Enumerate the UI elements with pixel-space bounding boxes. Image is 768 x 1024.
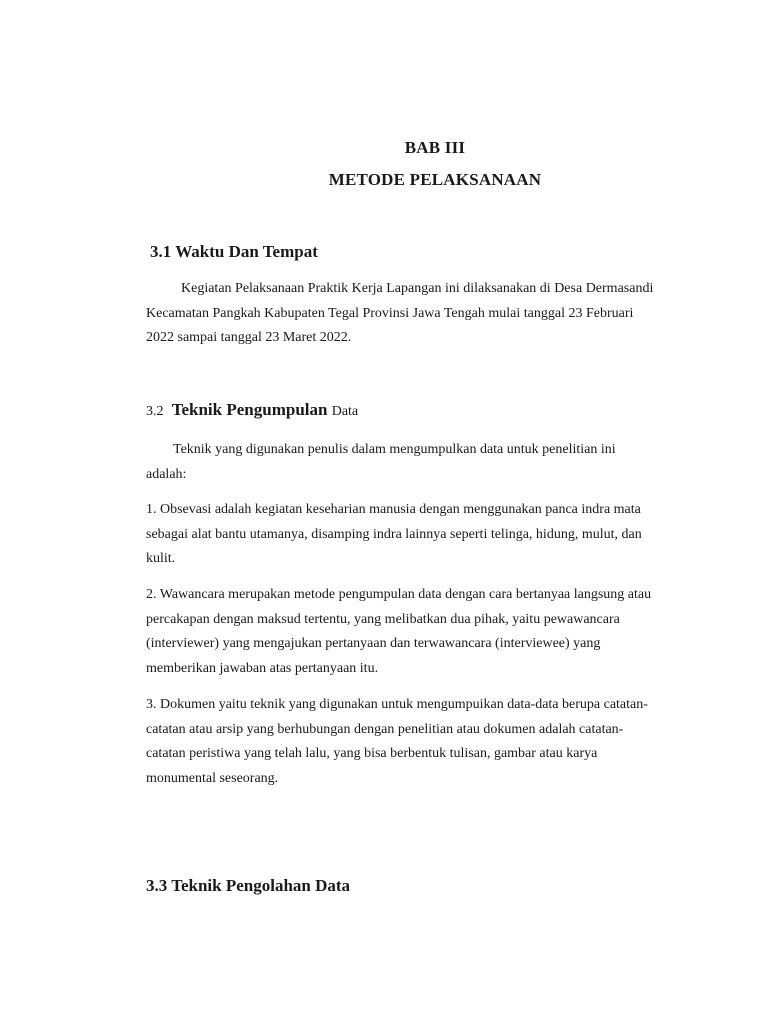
section-3-2-heading xyxy=(146,400,358,420)
section-3-2-title: Teknik Pengumpulan xyxy=(171,400,328,419)
section-3-1-heading: 3.1 Waktu Dan Tempat xyxy=(150,242,318,261)
section-3-2-suffix: Data xyxy=(331,404,359,419)
section-3-3-heading: 3.3 Teknik Pengolahan Data xyxy=(146,876,351,895)
section-3-1-paragraph: Kegiatan Pelaksanaan Praktik Kerja Lapangan ini dilaksanakan di Desa Dermasandi Kecamatan Pangkah Kabupaten Tegal Provinsi Jawa Tengah mulai tanggal 23 Februari 2022 sampai tanggal 23 Maret 2022. xyxy=(146,281,654,345)
list-item-observasi: 1. Obsevasi adalah kegiatan keseharian manusia dengan menggunakan panca indra mata sebagai alat bantu utamanya, disamping indra lainnya seperti telinga, hidung, mulut, dan kulit. xyxy=(146,502,642,566)
chapter-number: BAB III xyxy=(404,138,466,157)
list-item-wawancara: 2. Wawancara merupakan metode pengumpulan data dengan cara bertanyaa langsung atau percakapan dengan maksud tertentu, yang melibatkan dua pihak, yaitu pewawancara (interviewer) yang mengajukan pertanyaan dan terwawancara (interviewee) yang memberikan jawaban atas pertanyaan itu. xyxy=(146,587,652,676)
section-3-2-number: 3.2 xyxy=(146,404,164,419)
chapter-title: METODE PELAKSANAAN xyxy=(328,170,542,189)
list-item-dokumen: 3. Dokumen yaitu teknik yang digunakan untuk mengumpuikan data-data berupa catatan-catatan atau arsip yang berhubungan dengan penelitian atau dokumen adalah catatan-catatan peristiwa yang telah lalu, yang bisa berbentuk tulisan, gambar atau karya monumental seseorang. xyxy=(146,697,648,786)
section-3-2-intro: Teknik yang digunakan penulis dalam mengumpulkan data untuk penelitian ini adalah: xyxy=(146,442,616,482)
